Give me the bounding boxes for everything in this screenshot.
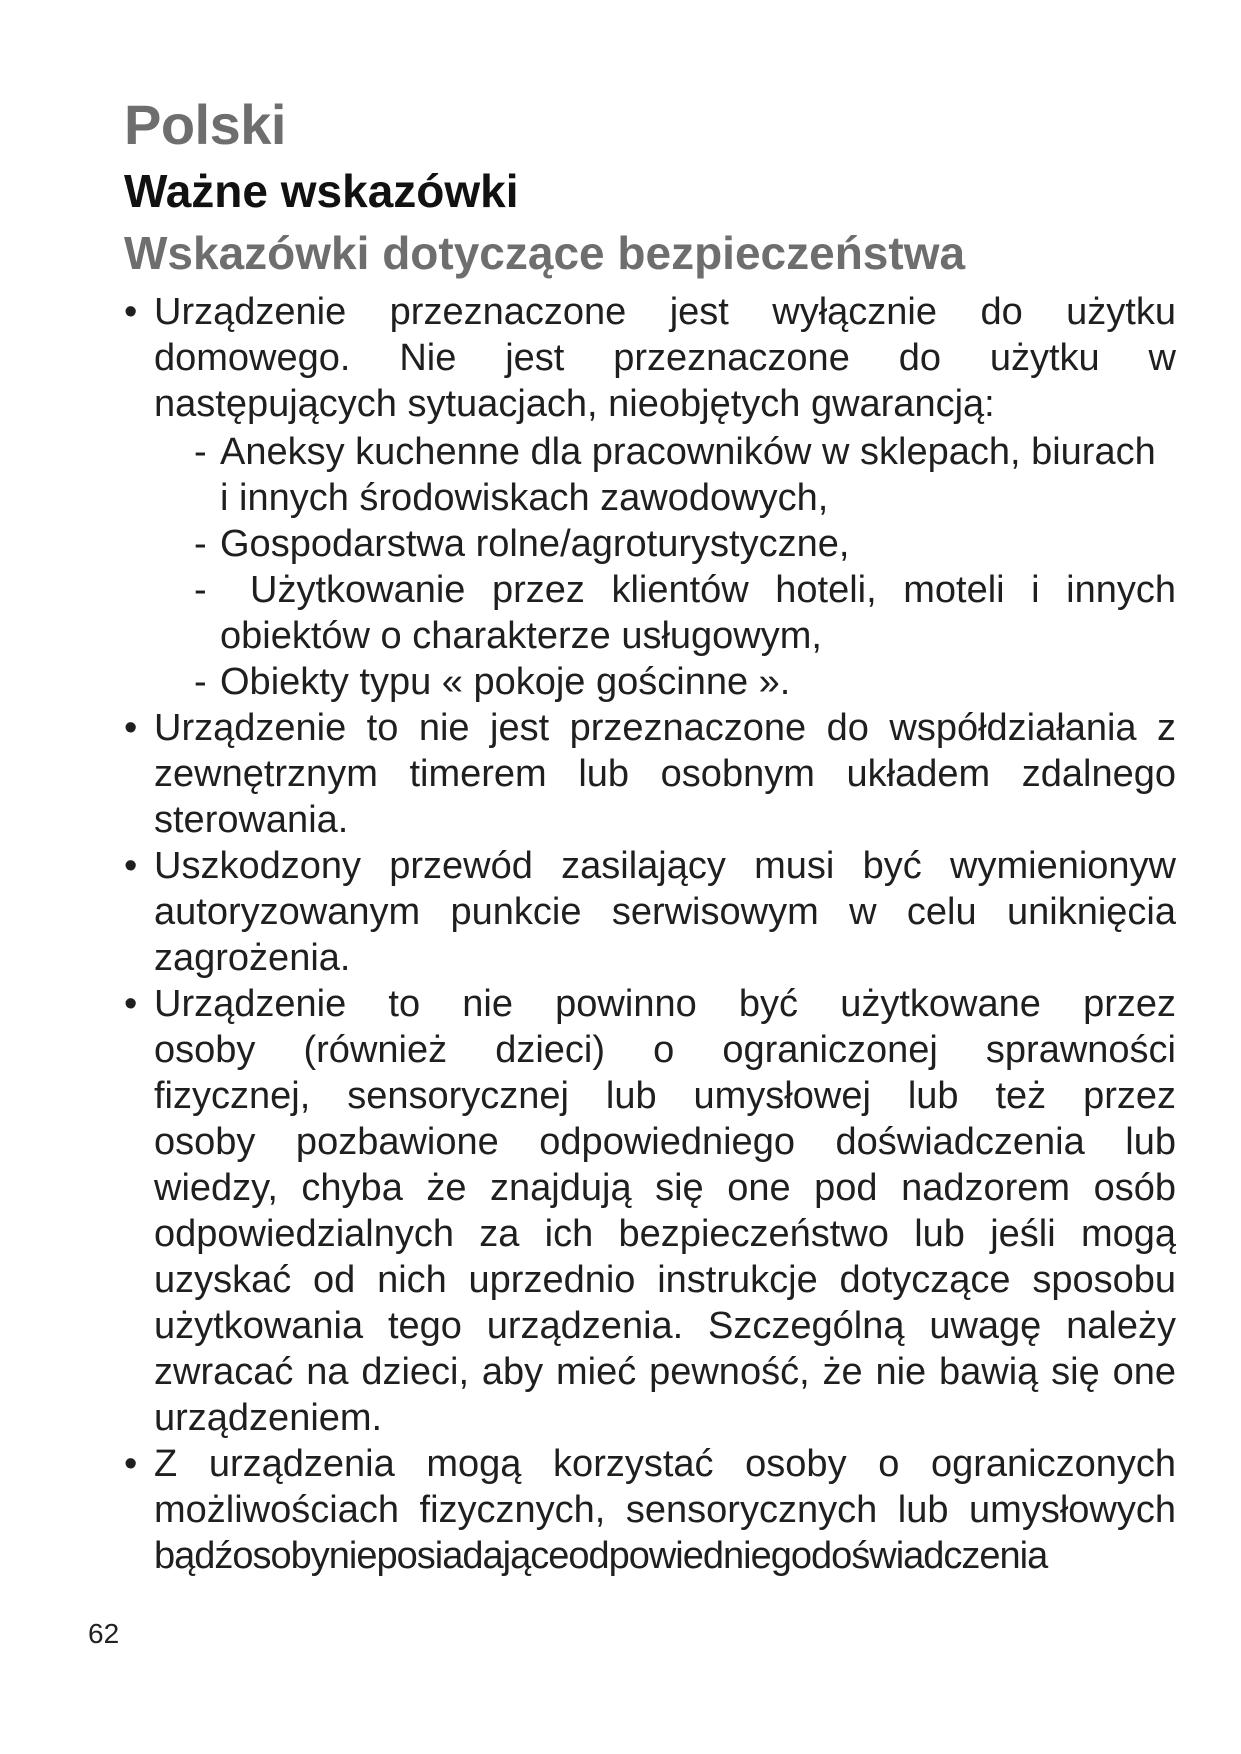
text-line: autoryzowanym punkcie serwisowym w celu uniknięcia <box>154 891 1176 933</box>
dash-icon: - <box>194 431 207 473</box>
dash-icon: - <box>194 661 207 703</box>
text-line: osoby pozbawione odpowiedniego doświadczenia lub <box>154 1121 1176 1163</box>
bullet-icon: • <box>124 291 138 333</box>
subsection-title: Wskazówki dotyczące bezpieczeństwa <box>124 227 966 279</box>
text-line: i innych środowiskach zawodowych, <box>220 477 829 519</box>
list-item <box>124 705 1176 843</box>
list-item <box>124 981 1176 1441</box>
dash-icon: - <box>194 523 207 565</box>
text-line: zwracać na dzieci, aby mieć pewność, że nie bawią się one <box>154 1351 1176 1393</box>
safety-instructions-list <box>124 289 1176 1579</box>
list-item <box>124 843 1176 981</box>
text-line: odpowiedzialnych za ich bezpieczeństwo lub jeśli mogą <box>154 1213 1176 1255</box>
sub-list-item <box>194 567 1176 659</box>
text-line: urządzeniem. <box>154 1397 383 1439</box>
text-line: Urządzenie to nie powinno być użytkowane przez <box>154 983 1176 1025</box>
text-line: zewnętrznym timerem lub osobnym układem zdalnego <box>154 753 1176 795</box>
page-number: 62 <box>88 1618 120 1649</box>
text-line: uzyskać od nich uprzednio instrukcje dotyczące sposobu <box>154 1259 1176 1301</box>
bullet-icon: • <box>124 845 138 887</box>
text-line: Z urządzenia mogą korzystać osoby o ograniczonych <box>154 1443 1176 1485</box>
text-line: Uszkodzony przewód zasilający musi być wymienionyw <box>154 845 1176 887</box>
text-line: domowego. Nie jest przeznaczone do użytku w <box>154 337 1176 379</box>
language-heading: Polski <box>124 93 286 156</box>
sub-list-item <box>194 429 1176 521</box>
text-line: fizycznej, sensorycznej lub umysłowej lub też przez <box>154 1075 1176 1117</box>
text-line: osoby (również dzieci) o ograniczonej sprawności <box>154 1029 1176 1071</box>
section-title: Ważne wskazówki <box>124 165 519 217</box>
text-line: Aneksy kuchenne dla pracowników w sklepach, biurach <box>220 431 1156 473</box>
text-line: sterowania. <box>154 799 349 841</box>
bullet-icon: • <box>124 983 138 1025</box>
text-line: następujących sytuacjach, nieobjętych gwarancją: <box>154 383 995 425</box>
text-line: wiedzy, chyba że znajdują się one pod nadzorem osób <box>154 1167 1176 1209</box>
text-line: Obiekty typu « pokoje gościnne ». <box>220 661 791 703</box>
sub-list-item <box>194 659 1176 705</box>
list-item <box>124 289 1176 705</box>
sub-list-item <box>194 521 1176 567</box>
text-line: Urządzenie to nie jest przeznaczone do współdziałania z <box>154 707 1176 749</box>
text-line: Urządzenie przeznaczone jest wyłącznie do użytku <box>154 291 1176 333</box>
text-line: Użytkowanie przez klientów hoteli, moteli i innych <box>250 569 1176 611</box>
list-item <box>124 1441 1176 1579</box>
text-line: bądźosobynieposiadająceodpowiedniegodoświadczenia <box>154 1535 1048 1577</box>
text-line: możliwościach fizycznych, sensorycznych lub umysłowych <box>154 1489 1176 1531</box>
text-line: Gospodarstwa rolne/agroturystyczne, <box>220 523 850 565</box>
bullet-icon: • <box>124 707 138 749</box>
text-line: zagrożenia. <box>154 937 351 979</box>
text-line: użytkowania tego urządzenia. Szczególną uwagę należy <box>154 1305 1176 1347</box>
bullet-icon: • <box>124 1443 138 1485</box>
text-line: obiektów o charakterze usługowym, <box>220 615 822 657</box>
dash-icon: - <box>194 569 207 611</box>
